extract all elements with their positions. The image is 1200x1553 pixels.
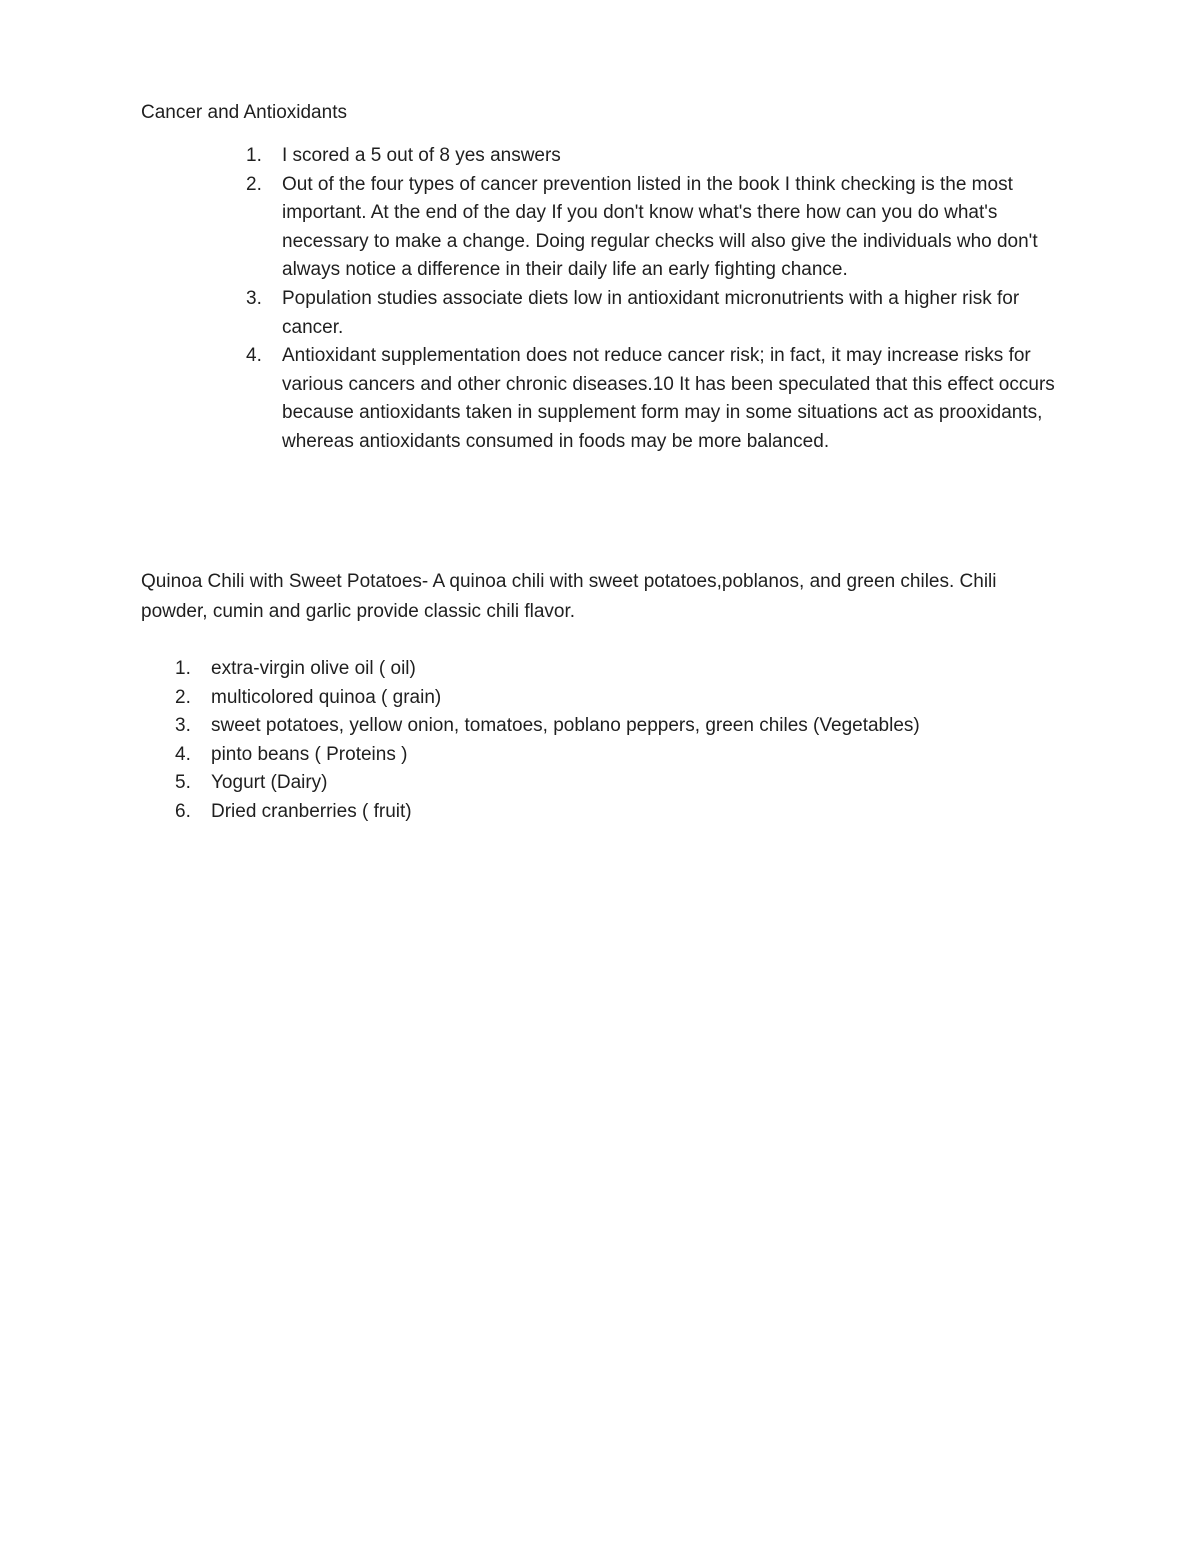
list-number: 4. bbox=[246, 345, 262, 367]
list-item bbox=[175, 684, 1075, 713]
list-number: 1. bbox=[175, 658, 191, 679]
list-text: I scored a 5 out of 8 yes answers bbox=[282, 145, 561, 166]
list-item bbox=[246, 285, 1076, 342]
list-text: Out of the four types of cancer prevention listed in the book I think checking is the most important. At the end of the day If you don't know what's there how can you do what's necessary to make a change. Doing regular checks will also give the individuals who don't always notice a difference in their daily life an early fighting chance. bbox=[282, 173, 1038, 281]
list-number: 3. bbox=[246, 287, 262, 309]
list-text: Dried cranberries ( fruit) bbox=[211, 800, 412, 822]
list-number: 2. bbox=[246, 173, 262, 195]
list-item bbox=[246, 171, 1076, 285]
list-number: 6. bbox=[175, 800, 191, 822]
list-text: extra-virgin olive oil ( oil) bbox=[211, 658, 416, 679]
list-number: 3. bbox=[175, 715, 191, 737]
recipe-ingredients-list bbox=[175, 655, 1075, 827]
list-item bbox=[246, 142, 1076, 171]
recipe-intro: Quinoa Chili with Sweet Potatoes- A quinoa chili with sweet potatoes,poblanos, and green chiles. Chili powder, cumin and garlic provide classic chili flavor. bbox=[141, 571, 997, 622]
list-text: Antioxidant supplementation does not reduce cancer risk; in fact, it may increase risks for various cancers and other chronic diseases.10 It has been speculated that this effect occurs because antioxidants taken in supplement form may in some situations act as prooxidants, whereas antioxidants consumed in foods may be more balanced. bbox=[282, 345, 1055, 452]
list-item bbox=[175, 655, 1075, 684]
list-number: 2. bbox=[175, 686, 191, 708]
list-text: Yogurt (Dairy) bbox=[211, 772, 328, 794]
list-number: 4. bbox=[175, 743, 191, 765]
list-text: sweet potatoes, yellow onion, tomatoes, poblano peppers, green chiles (Vegetables) bbox=[211, 715, 920, 737]
list-text: multicolored quinoa ( grain) bbox=[211, 686, 442, 708]
list-item bbox=[175, 712, 1075, 741]
list-item bbox=[246, 342, 1076, 456]
list-number: 1. bbox=[246, 145, 262, 166]
list-item bbox=[175, 741, 1075, 770]
list-item bbox=[175, 769, 1075, 798]
list-text: Population studies associate diets low in antioxidant micronutrients with a higher risk for cancer. bbox=[282, 287, 1020, 338]
list-item bbox=[175, 798, 1075, 827]
list-text: pinto beans ( Proteins ) bbox=[211, 743, 408, 765]
cancer-answers-list bbox=[246, 142, 1076, 457]
section-title: Cancer and Antioxidants bbox=[141, 102, 347, 123]
list-number: 5. bbox=[175, 772, 191, 794]
